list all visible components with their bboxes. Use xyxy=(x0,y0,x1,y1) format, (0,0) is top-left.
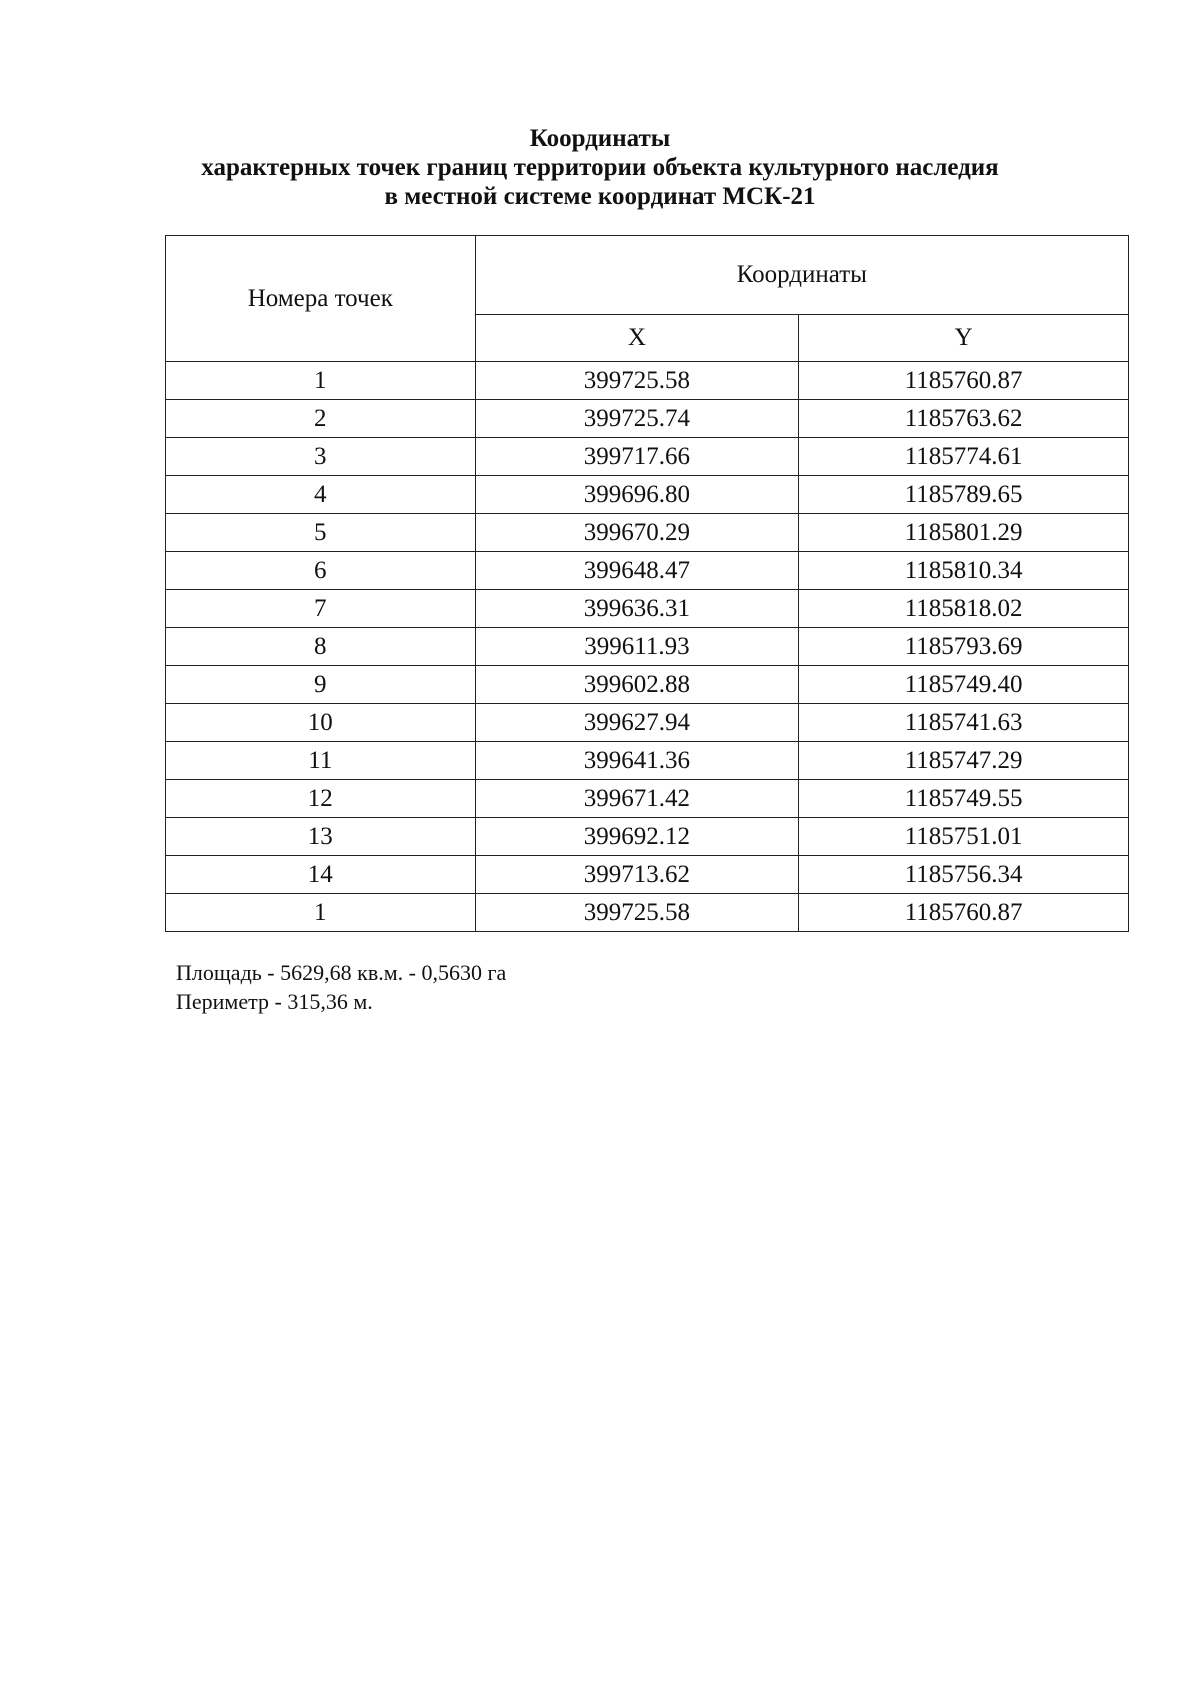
cell-point-number: 5 xyxy=(166,514,476,552)
cell-x: 399636.31 xyxy=(475,590,799,628)
cell-point-number: 6 xyxy=(166,552,476,590)
cell-point-number: 2 xyxy=(166,400,476,438)
perimeter-text: Периметр - 315,36 м. xyxy=(176,989,373,1014)
cell-point-number: 1 xyxy=(166,894,476,932)
cell-y: 1185760.87 xyxy=(799,894,1129,932)
coordinates-table xyxy=(165,235,1129,932)
cell-point-number: 12 xyxy=(166,780,476,818)
cell-x: 399696.80 xyxy=(475,476,799,514)
title-line-3: в местной системе координат МСК-21 xyxy=(384,183,816,210)
cell-point-number: 3 xyxy=(166,438,476,476)
table-row xyxy=(166,742,1129,780)
cell-y: 1185756.34 xyxy=(799,856,1129,894)
table-row xyxy=(166,894,1129,932)
table-row xyxy=(166,666,1129,704)
cell-point-number: 13 xyxy=(166,818,476,856)
cell-x: 399725.58 xyxy=(475,894,799,932)
cell-y: 1185741.63 xyxy=(799,704,1129,742)
header-coordinates: Координаты xyxy=(475,236,1128,315)
table-row xyxy=(166,362,1129,400)
cell-x: 399602.88 xyxy=(475,666,799,704)
title-line-2: характерных точек границ территории объекта культурного наследия xyxy=(201,154,999,181)
cell-point-number: 7 xyxy=(166,590,476,628)
header-y: Y xyxy=(799,315,1129,362)
cell-x: 399725.74 xyxy=(475,400,799,438)
table-row xyxy=(166,400,1129,438)
cell-y: 1185801.29 xyxy=(799,514,1129,552)
cell-point-number: 9 xyxy=(166,666,476,704)
cell-x: 399713.62 xyxy=(475,856,799,894)
cell-x: 399641.36 xyxy=(475,742,799,780)
cell-y: 1185789.65 xyxy=(799,476,1129,514)
cell-y: 1185763.62 xyxy=(799,400,1129,438)
cell-x: 399671.42 xyxy=(475,780,799,818)
table-row xyxy=(166,514,1129,552)
table-row xyxy=(166,590,1129,628)
cell-x: 399692.12 xyxy=(475,818,799,856)
cell-y: 1185749.55 xyxy=(799,780,1129,818)
table-row xyxy=(166,856,1129,894)
table-row xyxy=(166,552,1129,590)
cell-y: 1185747.29 xyxy=(799,742,1129,780)
cell-x: 399627.94 xyxy=(475,704,799,742)
cell-x: 399725.58 xyxy=(475,362,799,400)
table-row xyxy=(166,818,1129,856)
header-point-numbers: Номера точек xyxy=(166,236,476,362)
title-line-1: Координаты xyxy=(529,125,671,152)
area-text: Площадь - 5629,68 кв.м. - 0,5630 га xyxy=(176,960,507,985)
cell-y: 1185810.34 xyxy=(799,552,1129,590)
cell-point-number: 4 xyxy=(166,476,476,514)
cell-point-number: 11 xyxy=(166,742,476,780)
table-row xyxy=(166,476,1129,514)
cell-y: 1185749.40 xyxy=(799,666,1129,704)
cell-x: 399648.47 xyxy=(475,552,799,590)
cell-x: 399717.66 xyxy=(475,438,799,476)
table-row xyxy=(166,438,1129,476)
table-row xyxy=(166,704,1129,742)
totals-block xyxy=(176,958,506,1016)
cell-x: 399670.29 xyxy=(475,514,799,552)
cell-point-number: 14 xyxy=(166,856,476,894)
header-x: X xyxy=(475,315,799,362)
cell-point-number: 1 xyxy=(166,362,476,400)
cell-point-number: 10 xyxy=(166,704,476,742)
cell-y: 1185751.01 xyxy=(799,818,1129,856)
cell-x: 399611.93 xyxy=(475,628,799,666)
cell-point-number: 8 xyxy=(166,628,476,666)
cell-y: 1185793.69 xyxy=(799,628,1129,666)
cell-y: 1185818.02 xyxy=(799,590,1129,628)
cell-y: 1185760.87 xyxy=(799,362,1129,400)
table-row xyxy=(166,780,1129,818)
table-row xyxy=(166,628,1129,666)
table-body xyxy=(166,362,1129,932)
document-title xyxy=(150,124,1050,211)
cell-y: 1185774.61 xyxy=(799,438,1129,476)
